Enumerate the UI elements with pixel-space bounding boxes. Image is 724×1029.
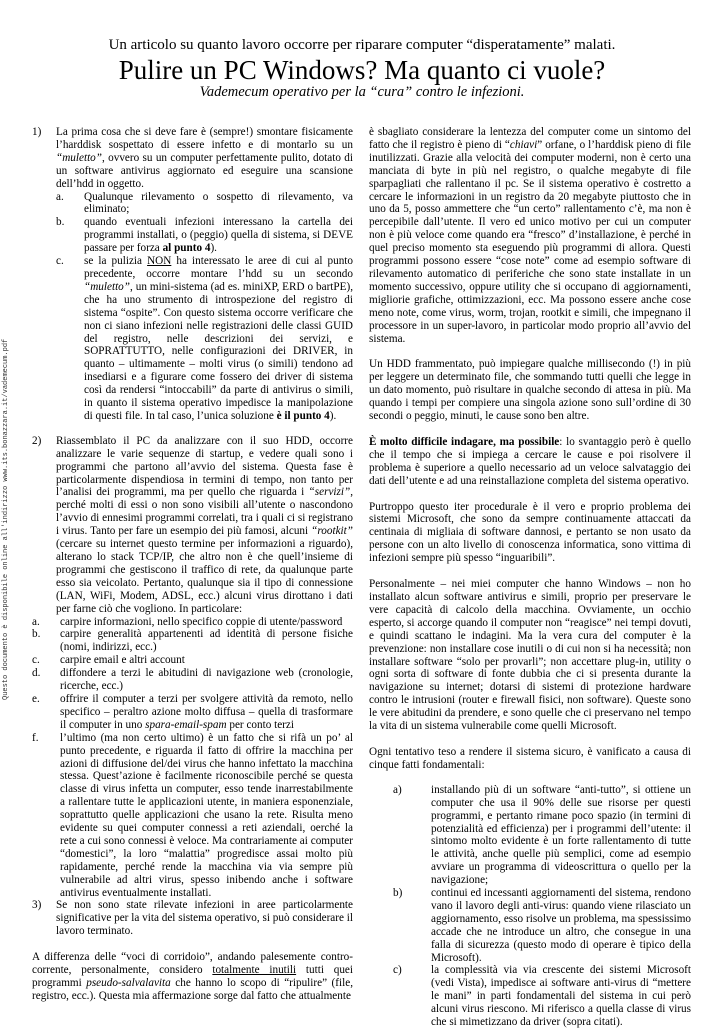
paragraph [369,436,691,488]
kicker: Un articolo su quanto lavoro occorre per riparare computer “disperatamente” malati. [108,37,616,53]
paragraph: Purtroppo questo iter procedurale è il vero e proprio problema dei sistemi Microsoft, che sono da sempre continuamente attaccati da centinaia di migliaia di software dannosi, e pertanto se non usato da persone con un alto livello di conoscenza informatica, sono vittima di infezioni sempre più spesso “inguaribili”. [369,500,691,565]
sub-letter: f. [32,731,39,744]
paragraph: carpire informazioni, nello specifico coppie di utente/password [60,615,343,628]
sub-item-b [32,628,353,654]
text: , un mini-sistema (ad es. miniXP, ERD o bartPE), che ha uno strumento di introspezione del registro di sistema “ospite”. Con questo sistema occorre verificare che non ci siano infezioni nelle registrazioni delle classi GUID del registro, nelle descrizioni dei servizi, e SOPRATTUTTO, nelle configurazioni dei DRIVER, in quanto – ultimamente – molti virus (o simili) tendono ad insediarsi e a figurare come fossero dei driver di sistema così da rendersi “intoccabili” da parte di antivirus o simili, in quanto il sistema operativo impedisce la manipolazione di questi file. In tal caso, l’unica soluzione [84,280,353,422]
text: che hanno lo scopo di “ripulire” (file, registro, ecc.). Questa mia affermazione sorge dal fatto che attualmente [32,977,353,1002]
sub-letter: c) [393,964,402,977]
sub-item-c [393,964,691,1029]
paragraph: continui ed incessanti aggiornamenti del sistema, rendono vano il lavoro degli anti-virus: quando viene rilasciato un aggiornamento, esso risolve un problema, ma spessissimo accade che ne introduce un altro, che consegue in una falla di sicurezza (questo modo di operare è tipico della Microsoft). [431,887,691,964]
text: è sbagliato considerare la lentezza del computer come un sintomo del fatto che il registro è pieno di “ [369,126,691,151]
paragraph [84,255,353,423]
text: è il punto 4 [276,409,330,422]
text: (cercare su internet questo termine per informazioni a riguardo), alterano lo stack TCP/IP, che altro non è che quell’insieme di programmi che gestiscono il traffico di rete, da qualunque parte esso sia veicolato. Pertanto, qualunque sia il tipo di connessione (LAN, WiFi, Modem, ADSL, ecc.) alcuni virus dirottano i dati per farne ciò che vogliono. In particolare: [56,538,353,615]
sub-item-a [393,784,691,887]
text: ). [329,409,337,422]
paragraph: diffondere a terzi le abitudini di navigazione web (cronologie, ricerche, ecc.) [60,667,353,693]
right-column [369,126,691,1029]
text: “muletto” [56,151,103,164]
paragraph [32,951,353,1003]
sub-item-b [393,887,691,964]
text: A differenza delle “voci di corridoio”, andando palesemente contro-corrente, personalmente, considero [32,951,353,977]
sub-letter: b. [32,628,41,641]
text: se la pulizia [84,255,148,268]
paragraph: carpire generalità appartenenti ad identità di persone fisiche (nomi, indirizzi, ecc.) [60,628,353,654]
sub-letter: a) [393,783,402,796]
sub-letter: c. [56,255,64,268]
text: pseudo-salvalavita [86,977,171,989]
paragraph: la complessità via via crescente dei sistemi Microsoft (vedi Vista), impedisce ai software anti-virus di “mettere le mani” in parti fondamentali del sistema in cui però alcuni virus riescono. Mi riferisco a quella classe di virus che si mimetizzano da driver (sopra citati). [431,964,691,1029]
text: quando eventuali infezioni interessano la cartella dei programmi installati, o (peggio) quella di sistema, si DEVE passare per forza [84,216,353,255]
text: ha interessato le aree di cui al punto precedente, occorre montare l’hdd su un secondo [84,255,353,280]
paragraph: installando più di un software “anti-tutto”, si ottiene un computer che usa il 90% delle sue risorse per questi programmi, e pertanto rimane poco spazio (in termini di potenzialità ed efficienza) per i programmi dell’utente: il sintomo molto evidente è un forte rallentamento di tutte le attività, anche quelle più semplici, come ad esempio avviare un programma di videoscrittura o quello per la navigazione; [431,783,691,887]
side-margin-note [2,330,22,700]
paragraph: Se non sono state rilevate infezioni in aree particolarmente significative per la vita del sistema operativo, si può considerare il lavoro terminato. [56,899,353,938]
sub-item-e [32,693,353,732]
sub-item-a [32,616,353,629]
side-note-text: Questo documento è disponibile online all'indirizzo www.its.bonazzara.it/vademecum.pdf [2,338,10,700]
sub-item-f [32,732,353,900]
text: offrire il computer a terzi per svolgere attività da remoto, nello specifico – peraltro azione molto diffusa – quella di trasformare il computer in uno [60,692,353,731]
text: al punto 4 [162,242,211,255]
sub-item-a [56,191,353,217]
sub-item-c [32,654,353,667]
list-item-2 [32,435,353,616]
sub-letter: b. [56,216,65,229]
paragraph [60,693,353,732]
text: “rootkit” [311,525,353,538]
sub-letter: d. [32,667,41,680]
text: spara-email-spam [145,718,227,731]
list-item-1 [32,126,353,423]
paragraph: Personalmente – nei miei computer che hanno Windows – non ho installato alcun software antivirus e simili, proprio per preservare le vere capacità di calcolo della macchina. Ovviamente, un occhio esperto, si accorge quando il computer non “reagisce” nei tempi dovuti, e quindi scattano le indagini. Ma la vera cura del computer è la prevenzione: non installare cose inutili o di cui non si ha necessità; non installare software “solo per provarli”; non accettare plug-in, utility o ogni sorta di software di fonte dubbia che ci si presenta durante la navigazione su internet; dotarsi di sistemi di protezione hardware contro le intrusioni (router e firewall fisici, non software). Queste sono le vere abitudini da prendere, e sono quelle che ci preservano nel tempo la vita di un sistema vulnerabile come quelli Microsoft. [369,578,691,733]
text: ). [210,242,217,255]
text: Riassemblato il PC da analizzare con il suo HDD, occorre analizzare le varie sequenze di startup, e vedere quali sono i programmi che partono all’avvio del sistema. Questa fase è particolarmente dispendiosa in termini di tempo, non tanto per l’analisi dei programmi, ma per quello che riguarda i [56,434,353,499]
text: tutti quei programmi [32,964,353,989]
text: È molto difficile indagare, ma possibile [369,435,560,448]
list-number: 3) [32,899,42,912]
page-subtitle: Vademecum operativo per la “cura” contro le infezioni. [199,84,525,100]
list-number: 1) [32,126,42,138]
sub-letter: a. [32,615,40,628]
text: totalmente inutili [212,964,297,977]
paragraph: Ogni tentativo teso a rendere il sistema sicuro, è vanificato a causa di cinque fatti fondamentali: [369,745,691,771]
sub-letter: c. [32,654,40,667]
text: : lo svantaggio però è quello che il tempo che si impiega a cercare le cause e poi risolvere il problema è superiore a quello necessario ad un veloce salvataggio dei dati dell’utente e ad una reinstallazione completa del sistema operativo. [369,435,691,487]
sub-letter: a. [56,190,64,203]
text: per conto terzi [226,718,294,731]
paragraph: Qualunque rilevamento o sospetto di rilevamento, va eliminato; [84,190,353,216]
list-number: 2) [32,434,42,447]
sub-letter: b) [393,887,403,900]
sub-item-c [56,255,353,423]
paragraph: carpire email e altri account [60,654,185,667]
list-item-3 [32,899,353,938]
text: NON [147,255,172,268]
sub-letter: e. [32,692,40,705]
text: ” orfane, o l’harddisk pieno di file inutilizzati. Grazie alla velocità dei computer moderni, non è certo una manciata di byte in più nel registro, o qualche megabyte di file sparpagliati che rallentano il pc. Se il sistema operativo è costretto a cercare le informazioni in un registro da 20 megabyte piuttosto che in uno da 5, posso ammettere che “un certo” rallentamento c’è, ma non è percepibile dall’utente. Il vero ed unico motivo per cui un computer non è più veloce come quando era “fresco” d’installazione, è perché in quel preciso momento sta eseguendo più programmi di allora. Questi programmi possono essere “cose note” come ad esempio software di rilevamento automatico di periferiche che sono state installate in un momento successivo, oppure utility che si occupano di aggiornamenti, migliorie grafiche, ottimizzazioni, ecc. Ma possono essere anche cose meno note, come virus, worm, trojan, rootkit e simili, che impegnano il processore in un super-lavoro, in particolar modo proprio all’avvio del sistema. [369,138,691,345]
paragraph: l’ultimo (ma non certo ultimo) è un fatto che si rifà un po’ al punto precedente, e riguarda il fatto di offrire la macchina per azioni di diffusione del/dei virus che hanno infettato la macchina stessa. Quest’azione è facilmente riconoscibile perché se questa classe di virus infetta un computer, esso tende inarrestabilmente a rallentare tutte le applicazioni utente, in maniera esponenziale, soprattutto quelle applicazioni che usano la rete. Risulta meno evidente su quei computer connessi a reti aziendali, oerché la rete a cui sono connessi è veloce. Ma contrariamente ai computer “domestici”, la loro “malattia” progredisce assai molto più rapidamente, perché rende la macchina via via sempre più vulnerabile ad altri virus, spesso inibendo anche i software antivirus eventualmente installati. [60,731,353,899]
paragraph [84,216,353,255]
paragraph [56,435,353,616]
text: , ovvero su un computer perfettamente pulito, dotato di un software antivirus aggiornato ed eseguire una scansione dell’hdd in oggetto. [56,151,353,190]
paragraph [369,126,691,345]
page-title: Pulire un PC Windows? Ma quanto ci vuole? [118,55,606,85]
sub-item-d [32,667,353,693]
text: chiavi [509,138,538,151]
text: La prima cosa che si deve fare è (sempre!) smontare fisicamente l’harddisk sospettato di essere infetto e di montarlo su un [56,126,353,151]
left-column [32,126,353,1003]
text: , perché molti di essi o non sono visibili all’utente o nascondono l’avvio di ennesimi programmi correlati, tra i quali ci si registrano i virus. Tanto per fare un esempio dei più famosi, alcuni [56,486,353,538]
sub-item-b [56,216,353,255]
paragraph: Un HDD frammentato, può impiegare qualche millisecondo (!) in più per leggere un determinato file, che sommando tutti quelli che legge in un dato momento, può risultare in qualche secondo di attesa in più. Ma quando i tempi per compiere una singola azione sono sull’ordine di 30 secondi o peggio, minuti, le cause sono ben altre. [369,358,691,423]
text: “servizi” [308,486,351,499]
text: “muletto” [84,280,131,293]
paragraph [56,126,353,191]
